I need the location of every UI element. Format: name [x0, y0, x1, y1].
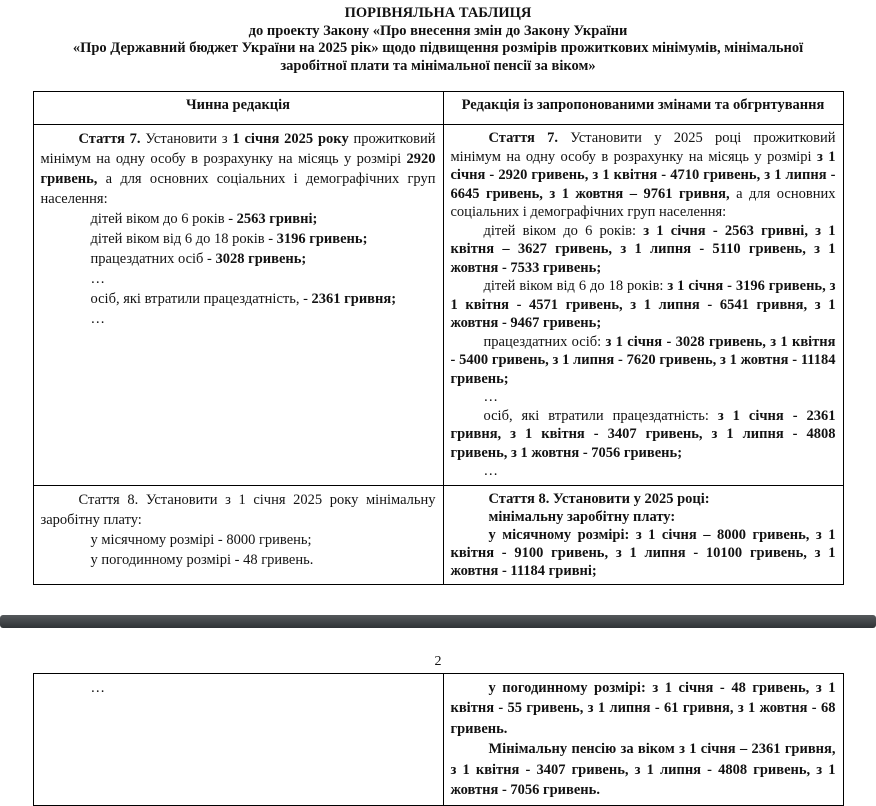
page-separator-bar — [0, 615, 876, 628]
document-subtitle-line2: «Про Державний бюджет України на 2025 рік» щодо підвищення розмірів прожиткових мінімумів, мінімальної заробітної плати та мінімальної пенсії за віком» — [72, 40, 804, 74]
item-lost-capacity: осіб, які втратили працездатність: з 1 січня - 2361 гривня, з 1 квітня - 3407 гривень, з 1 липня - 4808 гривень, з 1 жовтня - 7056 гривень; — [450, 407, 836, 461]
item-monthly-wage: у місячному розмірі - 8000 гривень; — [90, 531, 312, 548]
item-able-bodied: працездатних осіб: з 1 січня - 3028 гривень, з 1 квітня - 5400 гривень, з 1 липня - 7620 гривень, з 1 жовтня - 11184 гривень; — [450, 333, 836, 387]
column-header-proposed: Редакція із запропонованими змінами та обгрнтування — [443, 92, 843, 125]
article8-current-cell — [33, 485, 443, 584]
item-min-pension: Мінімальну пенсію за віком з 1 січня – 2361 гривня, з 1 квітня - 3407 гривень, з 1 липня - 4808 гривень, з 1 жовтня - 7056 гривень. — [450, 741, 836, 798]
article7-intro: Стаття 7. Установити з 1 січня 2025 року прожитковий мінімум на одну особу в розрахунку на місяць у розмірі 2920 гривень, а для основних соціальних і демографічних груп населення: — [40, 131, 436, 207]
column-header-current: Чинна редакція — [33, 92, 443, 125]
article8-intro: Стаття 8. Установити з 1 січня 2025 року мінімальну заробітну плату: — [40, 491, 436, 528]
article8-intro: Стаття 8. Установити у 2025 році: — [488, 490, 710, 507]
document-subtitle-line1: до проекту Закону «Про внесення змін до Закону України — [248, 22, 628, 39]
item-monthly-wage: у місячному розмірі: з 1 січня – 8000 гривень, з 1 квітня - 9100 гривень, з 1 липня - 10100 гривень, з 1 жовтня - 11184 гривні; — [450, 526, 836, 579]
document-header — [0, 0, 876, 75]
ellipsis: … — [90, 271, 105, 287]
item-able-bodied: працездатних осіб - 3028 гривень; — [90, 251, 307, 267]
continuation-row — [33, 673, 843, 805]
item-children-under-6: дітей віком до 6 років: з 1 січня - 2563 гривні, з 1 квітня – 3627 гривень, з 1 липня - 5110 гривень, з 1 жовтня - 7533 гривень; — [450, 222, 836, 276]
ellipsis: … — [90, 311, 105, 327]
comparison-table-page2 — [33, 673, 844, 806]
ellipsis: … — [483, 389, 498, 405]
table-header-row — [33, 92, 843, 125]
ellipsis: … — [483, 463, 498, 479]
item-hourly-wage: у погодинному розмірі: з 1 січня - 48 гривень, з 1 квітня - 55 гривень, з 1 липня - 61 гривня, з 1 жовтня - 68 гривень. — [450, 679, 836, 737]
continuation-proposed-cell — [443, 673, 843, 805]
item-children-6-18: дітей віком від 6 до 18 років - 3196 гривень; — [90, 231, 368, 247]
article7-row — [33, 125, 843, 486]
article7-current-cell — [33, 125, 443, 486]
continuation-current-cell — [33, 673, 443, 805]
article7-proposed-cell — [443, 125, 843, 486]
item-children-under-6: дітей віком до 6 років - 2563 гривні; — [90, 211, 318, 227]
item-children-6-18: дітей віком від 6 до 18 років: з 1 січня - 3196 гривень, з 1 квітня - 4571 гривень, з 1 липня - 6541 гривня, з 1 жовтня - 9467 гривень; — [450, 278, 836, 331]
page-number: 2 — [434, 653, 442, 669]
article8-row — [33, 485, 843, 584]
comparison-table-page1 — [33, 91, 844, 585]
item-lost-capacity: осіб, які втратили працездатність, - 2361 гривня; — [90, 291, 397, 307]
article8-proposed-cell — [443, 485, 843, 584]
item-min-wage-heading: мінімальну заробітну плату: — [488, 508, 676, 525]
ellipsis: … — [90, 679, 105, 696]
document-title: ПОРІВНЯЛЬНА ТАБЛИЦЯ — [344, 5, 532, 21]
article7-intro: Стаття 7. Установити у 2025 році прожитковий мінімум на одну особу в розрахунку на місяць у розмірі з 1 січня - 2920 гривень, з 1 квітня - 4710 гривень, з 1 липня - 6645 гривень, з 1 жовтня – 9761 гривня, а для основних соціальних і демографічних груп населення: — [450, 130, 836, 220]
item-hourly-wage: у погодинному розмірі - 48 гривень. — [90, 551, 314, 568]
